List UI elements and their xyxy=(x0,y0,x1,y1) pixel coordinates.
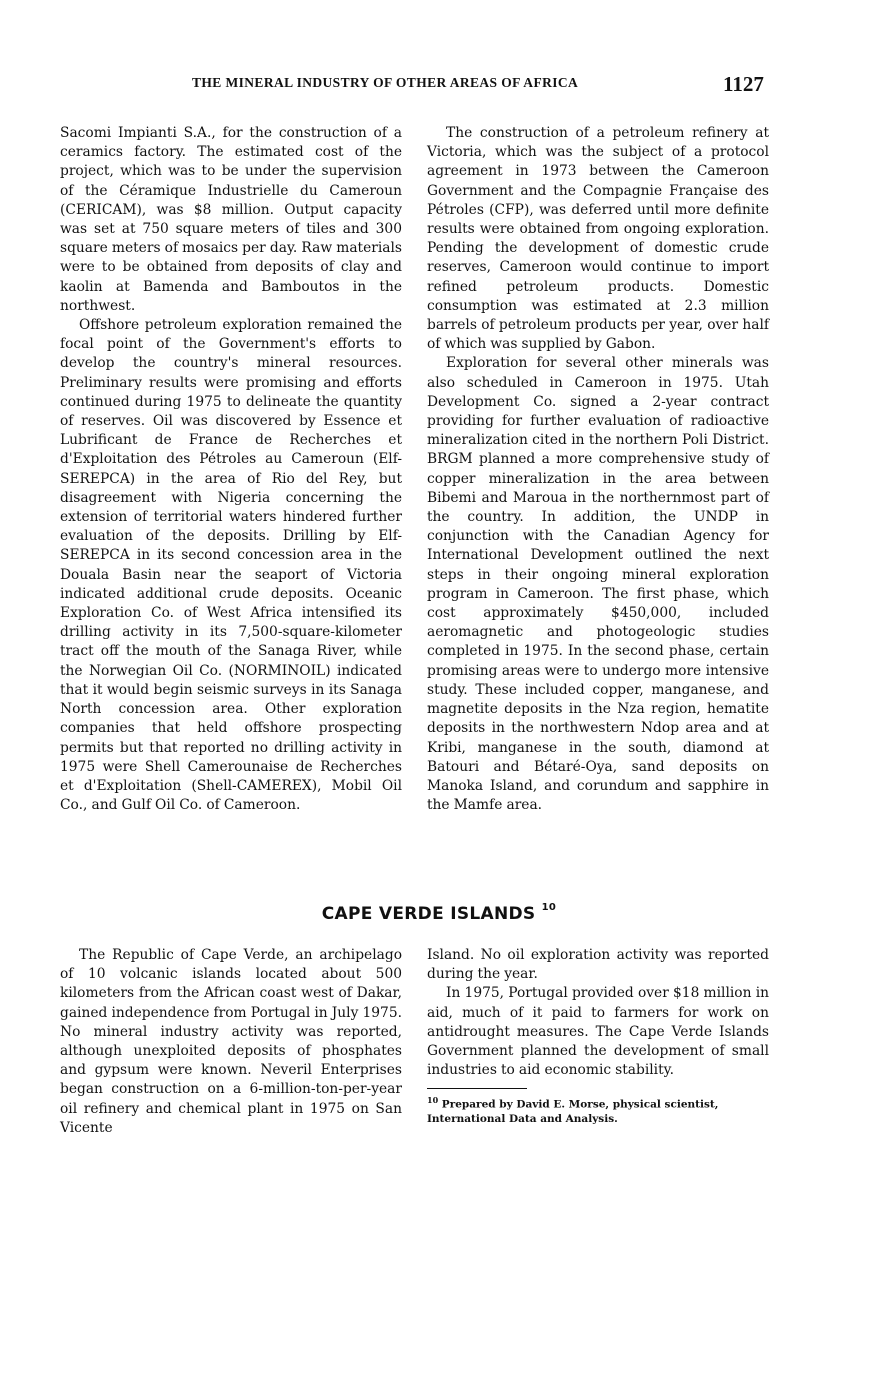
footnote-text: Prepared by David E. Morse, physical scientist, International Data and Analysis. xyxy=(427,1098,719,1125)
paragraph: Offshore petroleum exploration remained the focal point of the Government's efforts to develop the country's mineral resources. Preliminary results were promising and efforts continued during 1975 to delineate the quantity of reserves. Oil was discovered by Essence et Lubrificant de France de Recherches et d'Exploitation des Pétroles au Cameroun (Elf-SEREPCA) in the area of Rio del Rey, but disagreement with Nigeria concerning the extension of territorial waters hindered further evaluation of the deposits. Drilling by Elf-SEREPCA in its second concession area in the Douala Basin near the seaport of Victoria indicated additional crude deposits. Oceanic Exploration Co. of West Africa intensified its drilling activity in its 7,500-square-kilometer tract off the mouth of the Sanaga River, while the Norwegian Oil Co. (NORMINOIL) indicated that it would begin seismic surveys in its Sanaga North concession area. Other exploration companies that held offshore prospecting permits but that reported no drilling activity in 1975 were Shell Camerounaise de Recherches et d'Exploitation (Shell-CAMEREX), Mobil Oil Co., and Gulf Oil Co. of Cameroon. xyxy=(60,317,402,814)
page-number: 1127 xyxy=(723,72,764,96)
paragraph: The Republic of Cape Verde, an archipelago of 10 volcanic islands located about 500 kilometers from the African coast west of Dakar, gained independence from Portugal in July 1975. No mineral industry activity was reported, although unexploited deposits of phosphates and gypsum were known. Neveril Enterprises began construction on a 6-million-ton-per-year oil refinery and chemical plant in 1975 on San Vicente xyxy=(60,947,402,1136)
footnote-marker: 10 xyxy=(427,1095,439,1106)
paragraph: Sacomi Impianti S.A., for the construction of a ceramics factory. The estimated cost of the project, which was to be under the supervision of the Céramique Industrielle du Cameroun (CERICAM), was $8 million. Output capacity was set at 750 square meters of tiles and 300 square meters of mosaics per day. Raw materials were to be obtained from deposits of clay and kaolin at Bamenda and Bamboutos in the northwest. xyxy=(60,125,402,314)
cameroon-left-column xyxy=(60,124,402,815)
cape-verde-right-column xyxy=(427,946,769,1126)
running-head: THE MINERAL INDUSTRY OF OTHER AREAS OF AFRICA xyxy=(192,75,579,90)
footnote-divider xyxy=(427,1088,527,1089)
section-heading-text: CAPE VERDE ISLANDS xyxy=(321,904,536,924)
paragraph: In 1975, Portugal provided over $18 million in aid, much of it paid to farmers for work on antidrought measures. The Cape Verde Islands Government planned the development of small industries to aid economic stability. xyxy=(427,985,769,1079)
section-heading-cape-verde xyxy=(0,904,878,924)
paragraph: The construction of a petroleum refinery at Victoria, which was the subject of a protocol agreement in 1973 between the Cameroon Government and the Compagnie Française des Pétroles (CFP), was deferred until more definite results were obtained from ongoing exploration. Pending the development of domestic crude reserves, Cameroon would continue to import refined petroleum products. Domestic consumption was estimated at 2.3 million barrels of petroleum products per year, over half of which was supplied by Gabon. xyxy=(427,125,769,353)
footnote-reference: 10 xyxy=(541,902,557,914)
paragraph: Island. No oil exploration activity was reported during the year. xyxy=(427,947,769,983)
cape-verde-left-column xyxy=(60,946,402,1138)
footnote xyxy=(427,1093,769,1126)
cameroon-right-column xyxy=(427,124,769,815)
paragraph: Exploration for several other minerals was also scheduled in Cameroon in 1975. Utah Development Co. signed a 2-year contract providing for further evaluation of radioactive mineralization cited in the northern Poli District. BRGM planned a more comprehensive study of copper mineralization in the area between Bibemi and Maroua in the northernmost part of the country. In addition, the UNDP in conjunction with the Canadian Agency for International Development outlined the next steps in their ongoing mineral exploration program in Cameroon. The first phase, which cost approximately $450,000, included aeromagnetic and photogeologic studies completed in 1975. In the second phase, certain promising areas were to undergo more intensive study. These included copper, manganese, and magnetite deposits in the Nza region, hematite deposits in the northwestern Ndop area and at Kribi, manganese in the south, diamond at Batouri and Bétaré-Oya, sand deposits on Manoka Island, and corundum and sapphire in the Mamfe area. xyxy=(427,355,769,814)
